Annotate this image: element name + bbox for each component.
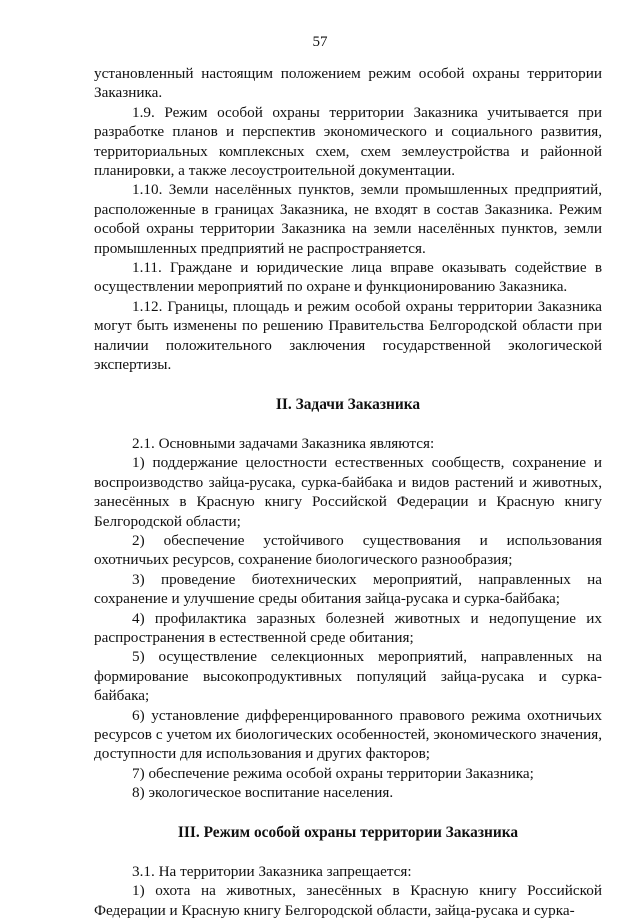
task-item-6: 6) установление дифференцированного правового режима охотничьих ресурсов с учетом их биологических особенностей, экономического значения, доступности для использования и других факторов; xyxy=(94,706,602,763)
task-item-3: 3) проведение биотехнических мероприятий, направленных на сохранение и улучшение среды обитания зайца-русака и сурка-байбака; xyxy=(94,570,602,608)
paragraph-1-12: 1.12. Границы, площадь и режим особой охраны территории Заказника могут быть изменены по решению Правительства Белгородской области при наличии положительного заключения государственной экологической экспертизы. xyxy=(94,297,602,374)
paragraph-1-10: 1.10. Земли населённых пунктов, земли промышленных предприятий, расположенные в границах Заказника, не входят в состав Заказника. Режим особой охраны территории Заказника на земли населённых пунктов, земли промышленных предприятий не распространяется. xyxy=(94,181,602,257)
task-item-7: 7) обеспечение режима особой охраны территории Заказника; xyxy=(132,764,534,782)
paragraph-1-11: 1.11. Граждане и юридические лица вправе оказывать содействие в осуществлении мероприятий по охране и функционированию Заказника. xyxy=(94,259,602,296)
task-item-2: 2) обеспечение устойчивого существования и использования охотничьих ресурсов, сохранение биологического разнообразия; xyxy=(94,531,602,569)
paragraph-2-1: 2.1. Основными задачами Заказника являются: xyxy=(132,434,435,452)
task-item-8: 8) экологическое воспитание населения. xyxy=(132,784,394,802)
task-item-5: 5) осуществление селекционных мероприятий, направленных на формирование высокопродуктивных популяций зайца-русака и сурка-байбака; xyxy=(94,648,602,705)
paragraph-continuation: установленный настоящим положением режим особой охраны территории Заказника. xyxy=(94,65,602,102)
page-number: 57 xyxy=(312,34,328,50)
paragraph-3-1: 3.1. На территории Заказника запрещается: xyxy=(132,863,412,881)
section-2-heading: II. Задачи Заказника xyxy=(275,395,421,413)
prohibition-item-1: 1) охота на животных, занесённых в Красную книгу Российской Федерации и Красную книгу Белгородской области, зайца-русака и сурка- xyxy=(94,882,602,919)
paragraph-1-9: 1.9. Режим особой охраны территории Заказника учитывается при разработке планов и перспектив экономического и социального развития, территориальных комплексных схем, схем землеустройства и районной планировки, а также лесоустроительной документации. xyxy=(94,103,602,180)
page-body xyxy=(94,64,602,920)
task-item-1: 1) поддержание целостности естественных сообществ, сохранение и воспроизводство зайца-русака, сурка-байбака и видов растений и животных, занесённых в Красную книгу Российской Федерации и Красную книгу Белгородской области; xyxy=(94,454,602,530)
section-3-heading: III. Режим особой охраны территории Заказника xyxy=(177,823,519,841)
task-item-4: 4) профилактика заразных болезней животных и недопущение их распространения в естественной среде обитания; xyxy=(94,609,602,646)
